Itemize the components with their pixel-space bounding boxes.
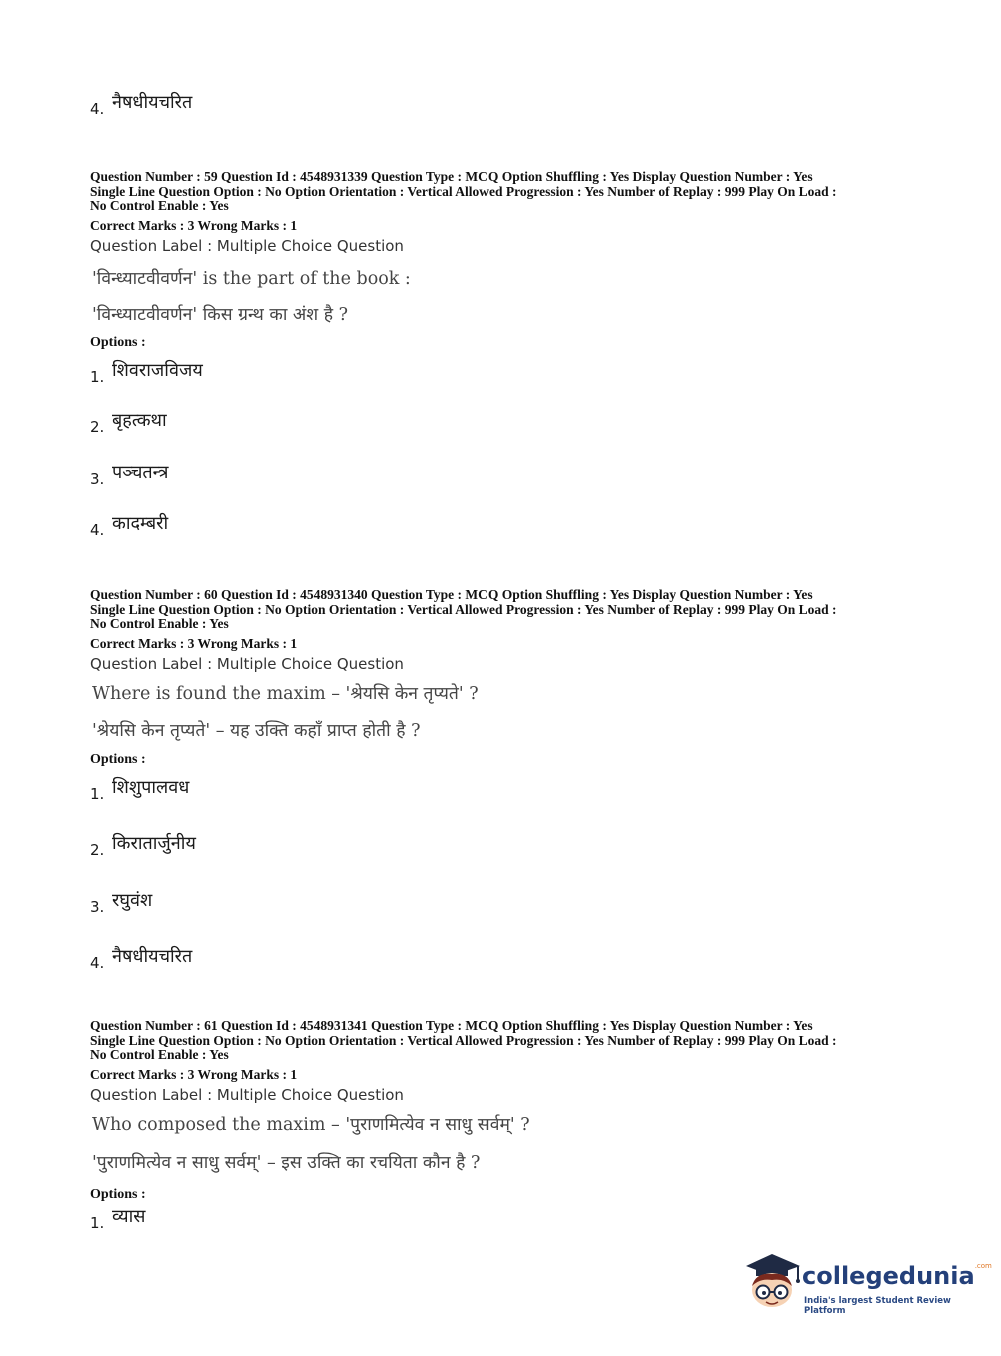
option-number: 1.	[90, 368, 105, 386]
meta-line: Single Line Question Option : No Option Orientation : Vertical Allowed Progression : Yes Number of Replay : 999 Play On Load :	[90, 1032, 837, 1048]
mascot-icon	[742, 1250, 802, 1312]
question-meta	[90, 588, 920, 632]
option-text: रघुवंश	[112, 890, 153, 911]
question-label: Question Label : Multiple Choice Question	[90, 655, 404, 673]
option-text: शिशुपालवध	[112, 777, 190, 798]
question-marks: Correct Marks : 3 Wrong Marks : 1	[90, 218, 298, 233]
logo-tagline: India's largest Student Review Platform	[804, 1296, 951, 1316]
question-meta	[90, 1019, 920, 1063]
option-text: शिवराजविजय	[112, 360, 203, 381]
options-heading: Options :	[90, 335, 146, 350]
option-number: 3.	[90, 470, 105, 488]
option-number: 1.	[90, 1214, 105, 1232]
logo-wordmark	[802, 1262, 992, 1290]
option-1	[90, 1204, 146, 1232]
option-number: 2.	[90, 418, 105, 436]
option-text: पञ्चतन्त्र	[112, 462, 169, 483]
meta-line: Question Number : 61 Question Id : 4548931341 Question Type : MCQ Option Shuffling : Yes Display Question Number : Yes	[90, 1018, 813, 1033]
option-1	[90, 358, 203, 386]
meta-line: No Control Enable : Yes	[90, 616, 229, 631]
option-text: व्यास	[112, 1206, 146, 1227]
option-text: नैषधीयचरित	[112, 92, 193, 113]
option-number: 2.	[90, 841, 105, 859]
option-number: 1.	[90, 785, 105, 803]
collegedunia-logo[interactable]	[742, 1250, 992, 1316]
meta-line: Single Line Question Option : No Option Orientation : Vertical Allowed Progression : Yes Number of Replay : 999 Play On Load :	[90, 183, 837, 199]
options-heading: Options :	[90, 1187, 146, 1202]
meta-line: Single Line Question Option : No Option Orientation : Vertical Allowed Progression : Yes Number of Replay : 999 Play On Load :	[90, 601, 837, 617]
option-text: बृहत्कथा	[112, 410, 167, 431]
question-text-english: Who composed the maxim – 'पुराणमित्येव न साधु सर्वम्' ?	[92, 1115, 530, 1135]
meta-line: Question Number : 60 Question Id : 4548931340 Question Type : MCQ Option Shuffling : Yes Display Question Number : Yes	[90, 587, 813, 602]
option-2	[90, 408, 167, 436]
prev-option-4	[90, 90, 193, 118]
option-text: कादम्बरी	[112, 513, 169, 534]
option-3	[90, 460, 169, 488]
question-marks: Correct Marks : 3 Wrong Marks : 1	[90, 636, 298, 651]
question-text-english: 'विन्ध्याटवीवर्णन' is the part of the book :	[92, 269, 411, 289]
option-1	[90, 775, 190, 803]
meta-line: Question Number : 59 Question Id : 4548931339 Question Type : MCQ Option Shuffling : Yes Display Question Number : Yes	[90, 169, 813, 184]
question-meta	[90, 170, 920, 214]
option-4	[90, 944, 193, 972]
meta-line: No Control Enable : Yes	[90, 1047, 229, 1062]
option-number: 4.	[90, 100, 105, 118]
option-number: 3.	[90, 898, 105, 916]
options-heading: Options :	[90, 752, 146, 767]
logo-wordmark-text: collegedunia	[802, 1262, 975, 1290]
question-marks: Correct Marks : 3 Wrong Marks : 1	[90, 1067, 298, 1082]
question-text-english: Where is found the maxim – 'श्रेयसि केन तृप्यते' ?	[92, 684, 479, 704]
question-text-hindi: 'पुराणमित्येव न साधु सर्वम्' – इस उक्ति का रचयिता कौन है ?	[92, 1153, 481, 1173]
option-3	[90, 888, 153, 916]
question-text-hindi: 'विन्ध्याटवीवर्णन' किस ग्रन्थ का अंश है ?	[92, 305, 348, 325]
option-2	[90, 831, 196, 859]
question-label: Question Label : Multiple Choice Question	[90, 237, 404, 255]
option-4	[90, 511, 169, 539]
option-number: 4.	[90, 521, 105, 539]
question-label: Question Label : Multiple Choice Question	[90, 1086, 404, 1104]
logo-suffix: .com	[974, 1262, 992, 1270]
question-text-hindi: 'श्रेयसि केन तृप्यते' – यह उक्ति कहाँ प्राप्त होती है ?	[92, 721, 421, 741]
option-text: किरातार्जुनीय	[112, 833, 196, 854]
option-text: नैषधीयचरित	[112, 946, 193, 967]
option-number: 4.	[90, 954, 105, 972]
meta-line: No Control Enable : Yes	[90, 198, 229, 213]
